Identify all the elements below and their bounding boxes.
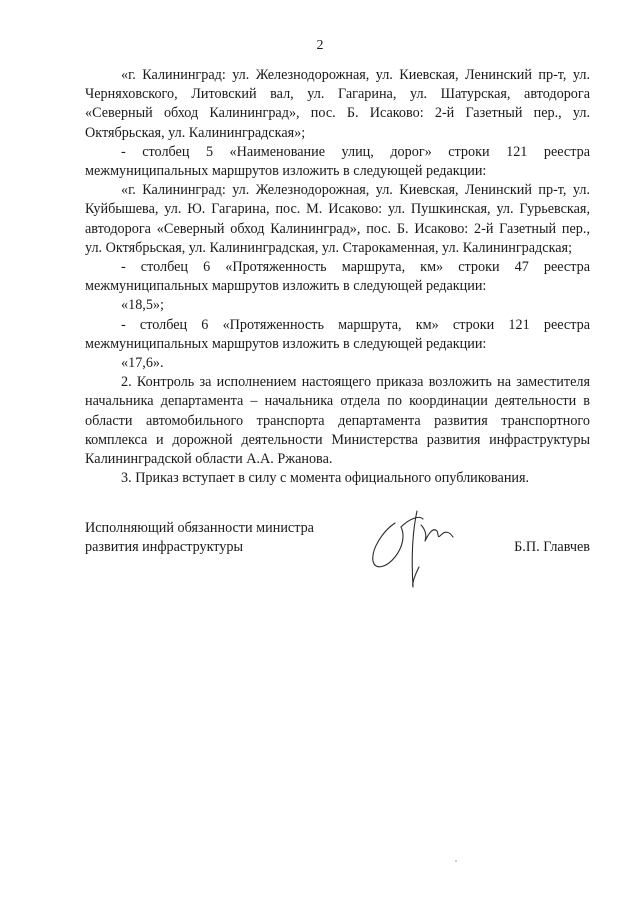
signer-position bbox=[85, 519, 314, 557]
paragraph-column6-row121: - столбец 6 «Протяженность маршрута, км» строки 121 реестра межмуниципальных маршрутов изложить в следующей редакции: bbox=[85, 316, 590, 352]
paragraph-value-row47: «18,5»; bbox=[121, 297, 164, 314]
signature-block bbox=[85, 519, 590, 599]
handwritten-signature bbox=[365, 505, 465, 590]
paragraph-column6-row47: - столбец 6 «Протяженность маршрута, км» строки 47 реестра межмуниципальных маршрутов изложить в следующей редакции: bbox=[85, 259, 590, 295]
scan-speck bbox=[455, 860, 457, 862]
paragraph-street-list-old: «г. Калининград: ул. Железнодорожная, ул. Киевская, Ленинский пр-т, ул. Черняховского, Литовский вал, ул. Гагарина, ул. Шатурская, автодорога «Северный обход Калининград», пос. Б. Исаково: 2-й Газетный пер., ул. Октябрьская, ул. Калининградская»; bbox=[85, 67, 590, 141]
signer-position-line2: развития инфраструктуры bbox=[85, 539, 244, 556]
signer-position-line1: Исполняющий обязанности министра bbox=[85, 520, 314, 536]
paragraph-column5-row121: - столбец 5 «Наименование улиц, дорог» строки 121 реестра межмуниципальных маршрутов изложить в следующей редакции: bbox=[85, 143, 590, 180]
signer-name: Б.П. Главчев bbox=[514, 539, 590, 555]
paragraph-value-row121: «17,6». bbox=[121, 355, 164, 372]
paragraph-street-list-new: «г. Калининград: ул. Железнодорожная, ул. Киевская, Ленинский пр-т, ул. Куйбышева, ул. Ю. Гагарина, пос. М. Исаково: ул. Пушкинская, ул. Гурьевская, автодорога «Северный обход Калининград», пос. Б. Исаково: 2-й Газетный пер., ул. Октябрьская, ул. Калининградская, ул. Старокаменная, ул. Калининградская; bbox=[85, 182, 590, 256]
page-number: 2 bbox=[316, 38, 324, 53]
paragraph-effective-clause: 3. Приказ вступает в силу с момента официального опубликования. bbox=[121, 470, 530, 487]
paragraph-control-clause: 2. Контроль за исполнением настоящего приказа возложить на заместителя начальника департамента – начальника отдела по координации деятельности в области автомобильного транспорта департамента развития транспортного комплекса и дорожной деятельности Министерства развития инфраструктуры Калининградской области А.А. Ржанова. bbox=[85, 374, 590, 468]
document-body bbox=[85, 66, 590, 488]
